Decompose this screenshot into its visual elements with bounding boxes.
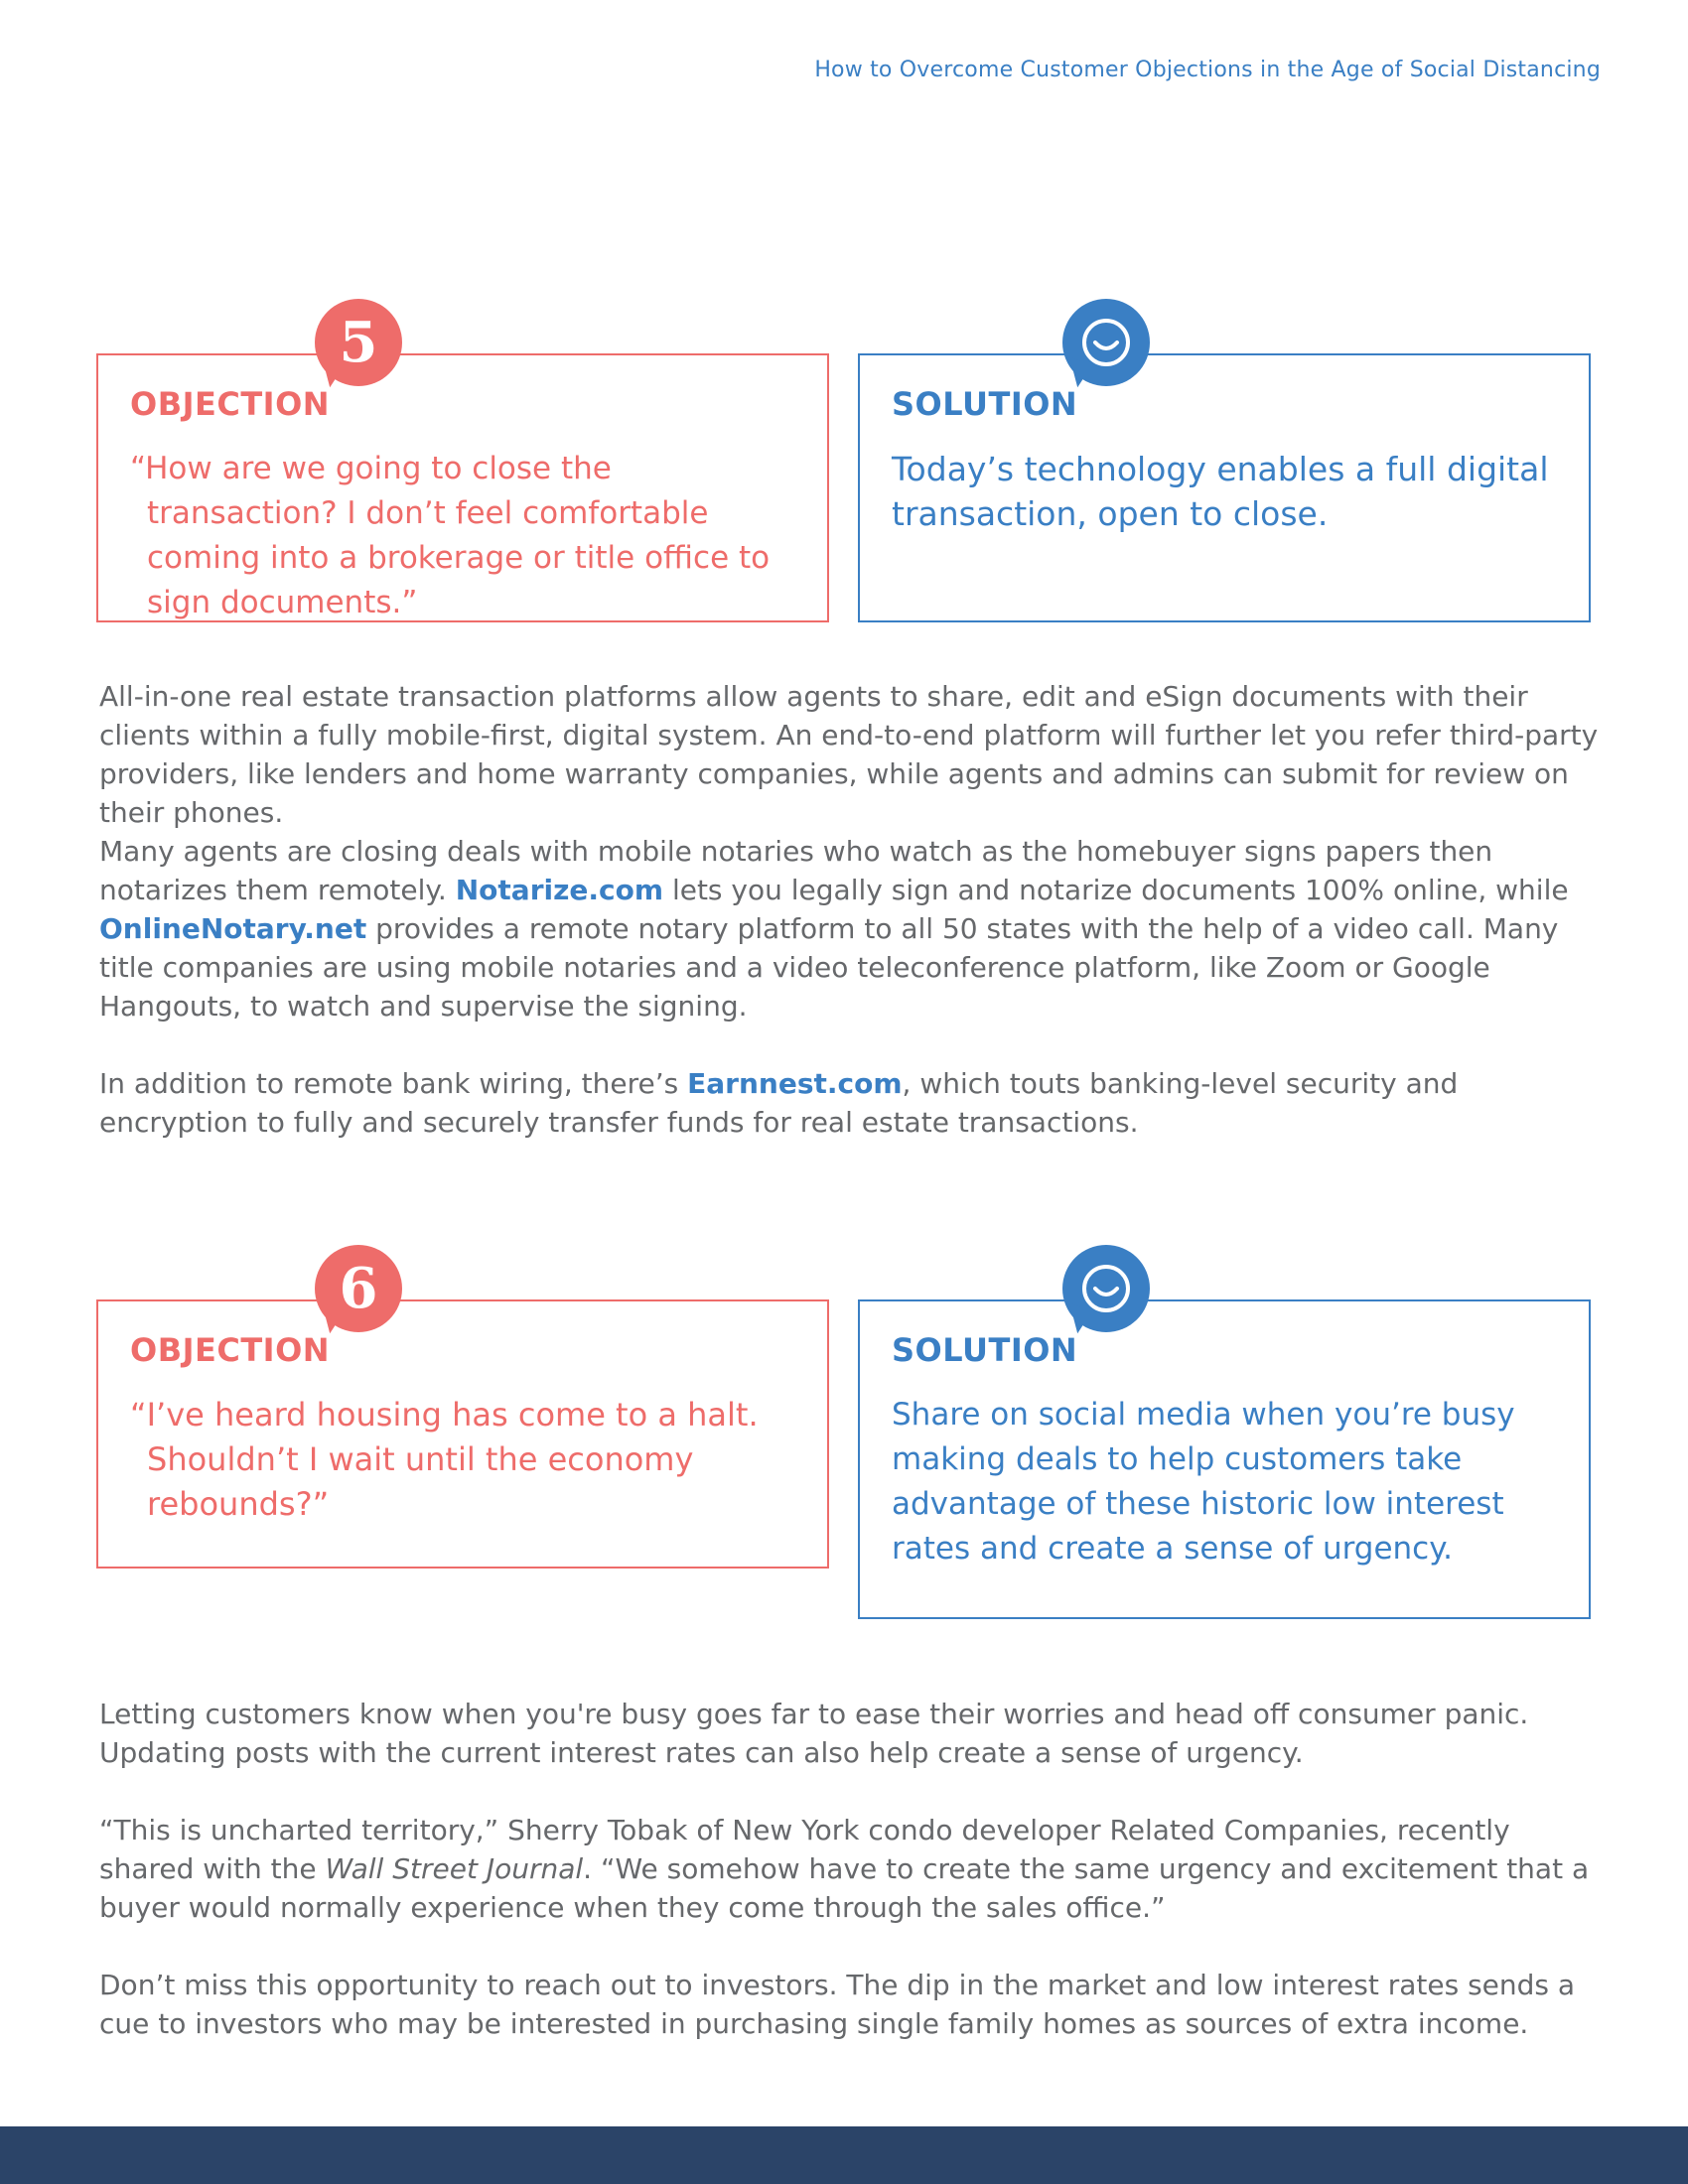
objection-quote: “I’ve heard housing has come to a halt. Shouldn’t I wait until the economy rebounds?” [130,1396,759,1524]
notarize-link[interactable]: Notarize.com [455,874,664,906]
number-badge-5 [315,299,402,386]
paragraph-text: provides a remote notary platform to all 50 states with the help of a video call. Many title companies are using mobile notaries and a video teleconference platform, like Zoom or Google Hangouts, to watch and supervise the signing. [99,912,1559,1023]
solution-box-5 [858,353,1591,622]
body-paragraph [99,832,1599,1025]
body-paragraph: Letting customers know when you're busy goes far to ease their worries and head off consumer panic. Updating posts with the current interest rates can also help create a sense of urgency. [99,1698,1529,1769]
solution-text: Share on social media when you’re busy making deals to help customers take advantage of these historic low interest rates and create a sense of urgency. [892,1397,1515,1568]
paragraph-text: In addition to remote bank wiring, there’s [99,1067,688,1100]
badge-number: 6 [339,1256,378,1321]
paragraph-text: lets you legally sign and notarize documents 100% online, while [663,874,1569,906]
body-paragraph: Don’t miss this opportunity to reach out to investors. The dip in the market and low interest rates sends a cue to investors who may be interested in purchasing single family homes as sources of extra income. [99,1969,1576,2040]
objection-box-6 [96,1299,829,1569]
solution-box-6 [858,1299,1591,1619]
document-running-header: How to Overcome Customer Objections in the Age of Social Distancing [814,58,1601,82]
solution-label: SOLUTION [892,1331,1078,1369]
paragraph-text: “This is uncharted territory,” Sherry Tobak of New York condo developer Related Companies, recently shared with the [99,1814,1510,1885]
body-paragraph [99,1064,1599,1142]
body-paragraph: All-in-one real estate transaction platforms allow agents to share, edit and eSign documents with their clients within a fully mobile-first, digital system. An end-to-end platform will further let you refer third-party providers, like lenders and home warranty companies, while agents and admins can submit for review on their phones. [99,680,1599,829]
body-paragraph [99,1811,1599,1927]
badge-number: 5 [339,310,378,375]
publication-name: Wall Street Journal [325,1852,584,1885]
smile-icon [1062,1245,1150,1332]
solution-label: SOLUTION [892,385,1078,423]
objection-quote: “How are we going to close the transaction? I don’t feel comfortable coming into a brokerage or title office to sign documents.” [130,451,771,621]
number-badge-6 [315,1245,402,1332]
solution-badge-5 [1062,299,1150,386]
paragraph-text: Many agents are closing deals with mobile notaries who watch as the homebuyer signs papers then notarizes them remotely. [99,835,1493,906]
objection-box-5 [96,353,829,622]
objection-label: OBJECTION [130,385,331,423]
paragraph-text: . “We somehow have to create the same urgency and excitement that a buyer would normally experience when they come through the sales office.” [99,1852,1590,1924]
footer-bar [0,2126,1688,2184]
smile-icon [1062,299,1150,386]
paragraph-text: , which touts banking-level security and encryption to fully and securely transfer funds for real estate transactions. [99,1067,1459,1139]
onlinenotary-link[interactable]: OnlineNotary.net [99,912,367,945]
objection-label: OBJECTION [130,1331,331,1369]
solution-badge-6 [1062,1245,1150,1332]
solution-text: Today’s technology enables a full digital transaction, open to close. [892,450,1549,534]
earnnest-link[interactable]: Earnnest.com [687,1067,903,1100]
